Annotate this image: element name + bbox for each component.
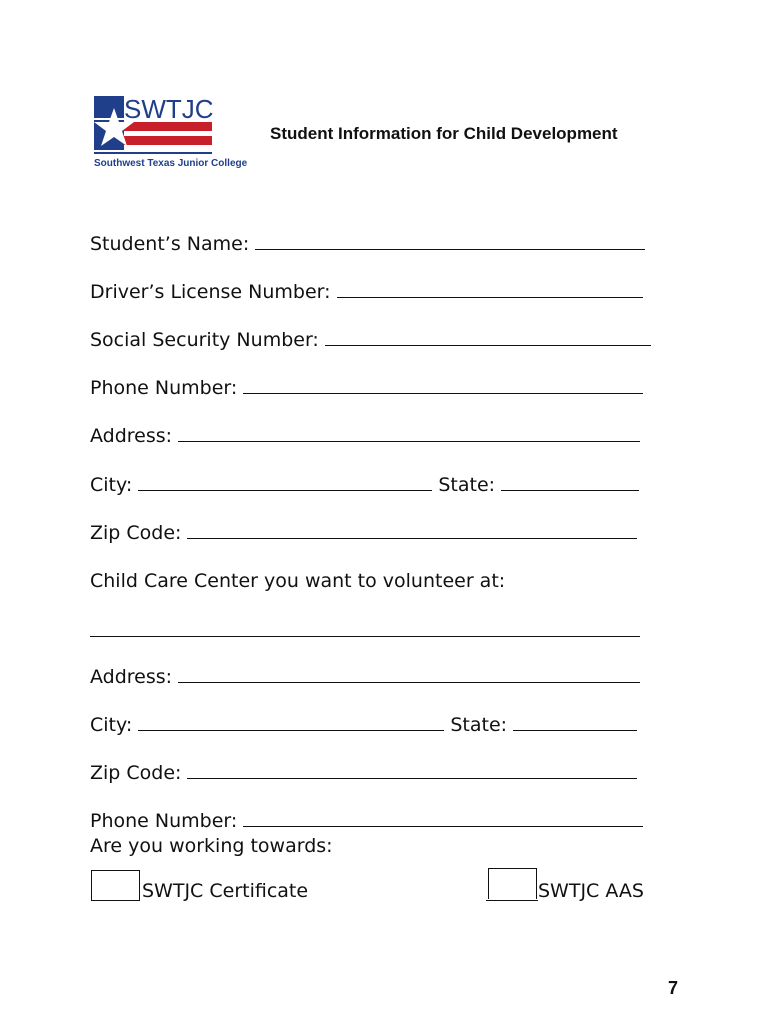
student-address-row: [90, 425, 640, 447]
certificate-underline: [91, 900, 140, 901]
student-state-label: State:: [438, 474, 496, 496]
license-field[interactable]: [337, 281, 643, 298]
student-address-field[interactable]: [178, 425, 640, 442]
ssn-label: Social Security Number:: [90, 329, 319, 351]
center-city-state-row: [90, 714, 637, 736]
center-phone-label: Phone Number:: [90, 810, 238, 832]
ssn-row: [90, 329, 651, 351]
center-address-field[interactable]: [178, 666, 640, 683]
center-state-field[interactable]: [513, 714, 637, 731]
page-number: 7: [668, 978, 679, 998]
center-name-field[interactable]: [90, 636, 640, 637]
form-title: Student Information for Child Development: [270, 124, 618, 143]
center-phone-field[interactable]: [243, 810, 643, 827]
aas-label: SWTJC AAS: [538, 880, 644, 902]
center-city-label: City:: [90, 714, 133, 736]
center-phone-row: [90, 810, 643, 832]
center-address-label: Address:: [90, 666, 173, 688]
swtjc-logo: [92, 94, 248, 170]
logo-subtext: Southwest Texas Junior College: [94, 158, 248, 169]
student-zip-label: Zip Code:: [90, 522, 182, 544]
license-row: [90, 281, 643, 303]
center-city-field[interactable]: [138, 714, 444, 731]
student-city-state-row: [90, 474, 639, 496]
aas-checkbox[interactable]: [488, 868, 537, 899]
student-phone-field[interactable]: [243, 377, 643, 394]
student-name-label: Student’s Name:: [90, 233, 250, 255]
center-address-row: [90, 666, 640, 688]
center-state-label: State:: [450, 714, 508, 736]
certificate-checkbox[interactable]: [91, 870, 140, 901]
center-question: Child Care Center you want to volunteer at:: [90, 570, 506, 592]
working-towards-question: Are you working towards:: [90, 835, 333, 857]
student-state-field[interactable]: [501, 474, 639, 491]
student-zip-row: [90, 522, 637, 544]
center-zip-label: Zip Code:: [90, 762, 182, 784]
student-zip-field[interactable]: [187, 522, 637, 539]
student-address-label: Address:: [90, 425, 173, 447]
student-phone-label: Phone Number:: [90, 377, 238, 399]
student-name-field[interactable]: [255, 233, 645, 250]
certificate-label: SWTJC Certificate: [142, 880, 309, 902]
student-city-field[interactable]: [138, 474, 432, 491]
aas-underline: [486, 900, 538, 901]
ssn-field[interactable]: [325, 329, 651, 346]
center-zip-row: [90, 762, 637, 784]
student-city-label: City:: [90, 474, 133, 496]
center-zip-field[interactable]: [187, 762, 637, 779]
student-name-row: [90, 233, 645, 255]
student-phone-row: [90, 377, 643, 399]
license-label: Driver’s License Number:: [90, 281, 331, 303]
svg-text:SWTJC: SWTJC: [124, 94, 214, 124]
